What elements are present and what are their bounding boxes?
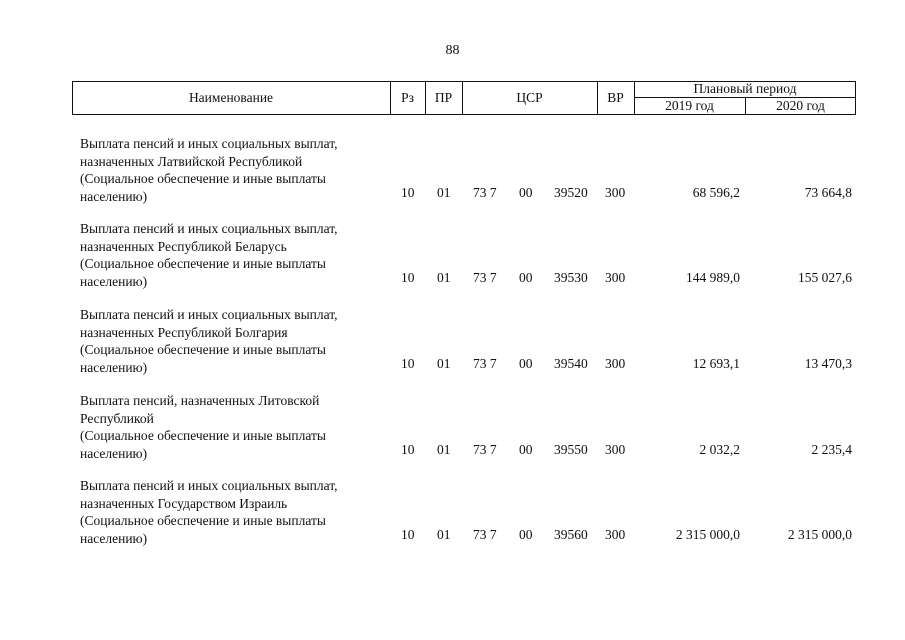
row-name-line: Выплата пенсий и иных социальных выплат,: [80, 307, 338, 322]
row-name: [80, 306, 380, 376]
row-name: [80, 220, 380, 290]
row-name: [80, 392, 380, 462]
row-vr: 300: [605, 356, 626, 371]
header-csr: ЦСР: [516, 90, 543, 105]
row-vr: 300: [605, 270, 626, 285]
row-amount-2019: 12 693,1: [692, 356, 740, 371]
row-rz: 10: [401, 356, 415, 371]
row-csr-subprogram: 00: [519, 270, 533, 285]
row-vr: 300: [605, 185, 626, 200]
page-number: 88: [445, 43, 460, 58]
row-rz: 10: [401, 185, 415, 200]
row-pr: 01: [437, 442, 451, 457]
row-pr: 01: [437, 270, 451, 285]
row-csr-subprogram: 00: [519, 185, 533, 200]
row-rz: 10: [401, 270, 415, 285]
row-csr-direction: 39560: [554, 527, 588, 542]
row-name: [80, 477, 380, 547]
row-pr: 01: [437, 185, 451, 200]
row-csr-subprogram: 00: [519, 356, 533, 371]
row-amount-2019: 2 032,2: [699, 442, 740, 457]
row-csr-direction: 39550: [554, 442, 588, 457]
row-vr: 300: [605, 442, 626, 457]
row-csr-program: 73 7: [473, 527, 497, 542]
row-amount-2020: 2 315 000,0: [787, 527, 852, 542]
header-vr: ВР: [607, 90, 624, 105]
row-name-line: населению): [80, 530, 148, 546]
row-pr: 01: [437, 356, 451, 371]
row-amount-2020: 73 664,8: [804, 185, 852, 200]
row-name-line: Выплата пенсий и иных социальных выплат,: [80, 478, 338, 493]
row-csr-direction: 39530: [554, 270, 588, 285]
row-name: [80, 135, 380, 205]
row-name-line: (Социальное обеспечение и иные выплаты: [80, 171, 326, 186]
row-csr-direction: 39540: [554, 356, 588, 371]
row-pr: 01: [437, 527, 451, 542]
header-pr: ПР: [434, 90, 453, 105]
row-name-line: (Социальное обеспечение и иные выплаты: [80, 513, 326, 528]
row-name-line: Республикой: [80, 410, 154, 426]
row-amount-2019: 144 989,0: [686, 270, 740, 285]
row-rz: 10: [401, 442, 415, 457]
row-name-line: назначенных Республикой Болгария: [80, 324, 288, 340]
header-name: Наименование: [188, 90, 274, 105]
row-amount-2020: 155 027,6: [798, 270, 852, 285]
row-name-line: (Социальное обеспечение и иные выплаты: [80, 256, 326, 271]
row-csr-subprogram: 00: [519, 442, 533, 457]
row-amount-2020: 2 235,4: [811, 442, 852, 457]
row-rz: 10: [401, 527, 415, 542]
row-csr-direction: 39520: [554, 185, 588, 200]
header-planned-period: Плановый период: [693, 81, 797, 96]
row-amount-2019: 2 315 000,0: [675, 527, 740, 542]
row-vr: 300: [605, 527, 626, 542]
row-name-line: населению): [80, 445, 148, 461]
row-csr-program: 73 7: [473, 270, 497, 285]
row-name-line: населению): [80, 273, 148, 289]
header-rz: Рз: [401, 90, 414, 105]
row-name-line: назначенных Республикой Беларусь: [80, 238, 287, 254]
row-name-line: Выплата пенсий, назначенных Литовской: [80, 393, 320, 408]
row-name-line: назначенных Государством Израиль: [80, 495, 288, 511]
row-name-line: населению): [80, 188, 148, 204]
row-name-line: населению): [80, 359, 148, 375]
row-amount-2020: 13 470,3: [804, 356, 852, 371]
row-name-line: Выплата пенсий и иных социальных выплат,: [80, 221, 338, 236]
row-amount-2019: 68 596,2: [692, 185, 740, 200]
row-name-line: (Социальное обеспечение и иные выплаты: [80, 342, 326, 357]
row-name-line: назначенных Латвийской Республикой: [80, 153, 303, 169]
header-year-2019: 2019 год: [665, 98, 714, 113]
row-csr-program: 73 7: [473, 442, 497, 457]
header-year-2020: 2020 год: [776, 98, 825, 113]
row-name-line: (Социальное обеспечение и иные выплаты: [80, 428, 326, 443]
row-csr-subprogram: 00: [519, 527, 533, 542]
row-csr-program: 73 7: [473, 185, 497, 200]
row-name-line: Выплата пенсий и иных социальных выплат,: [80, 136, 338, 151]
row-csr-program: 73 7: [473, 356, 497, 371]
header-bottom-border: [72, 114, 856, 115]
